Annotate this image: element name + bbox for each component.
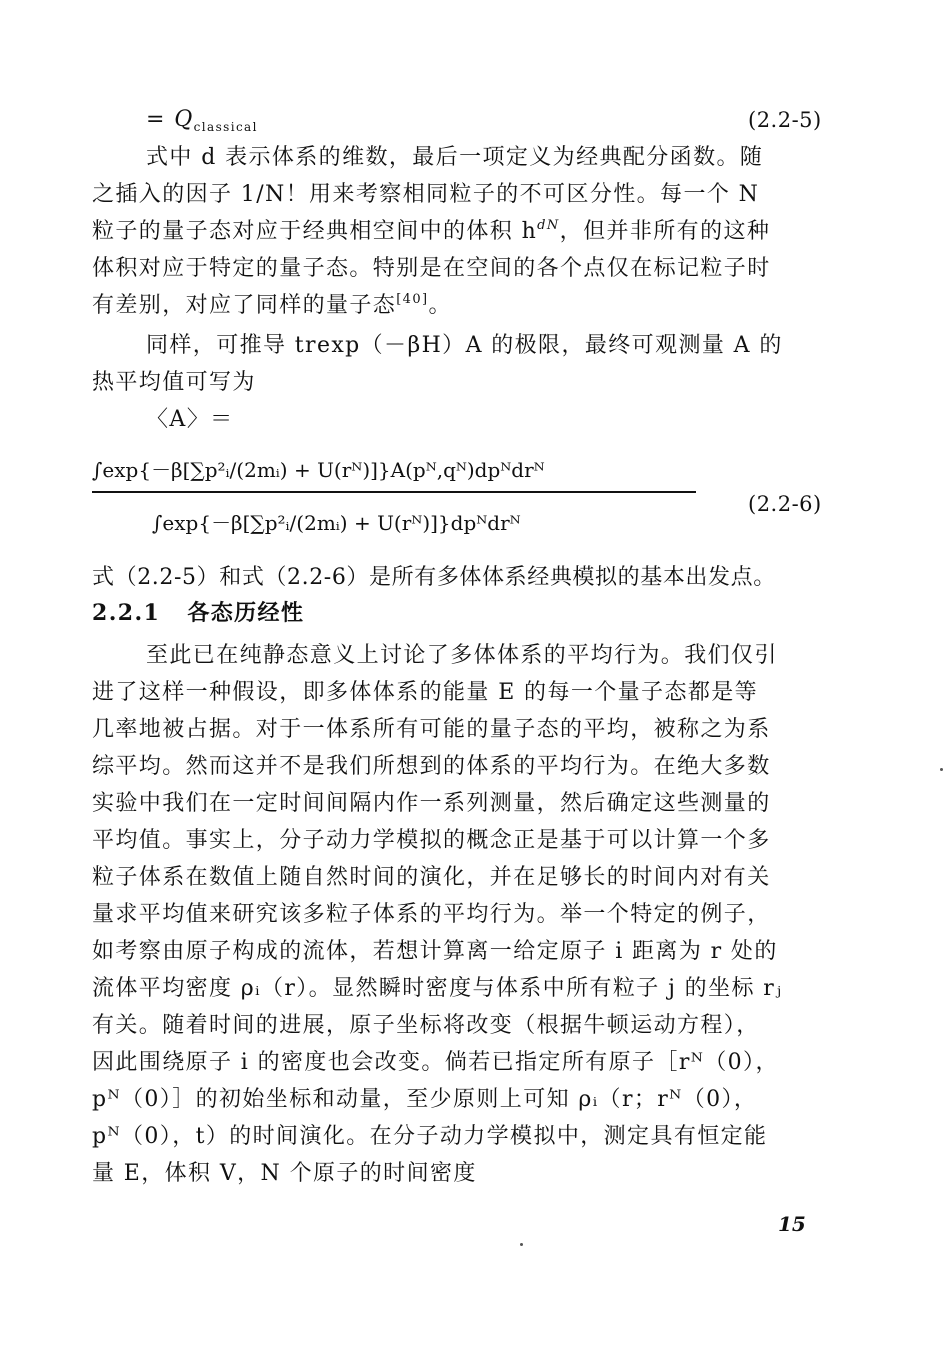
equation-2-2-5 <box>146 104 258 138</box>
paragraph-3-line-15: 量 E，体积 V，N 个原子的时间密度 <box>92 1161 477 1186</box>
page-number: 15 <box>778 1212 806 1236</box>
paragraph-3-line-8: 量求平均值来研究该多粒子体系的平均行为。举一个特定的例子， <box>92 902 771 927</box>
equation-note: 式（2.2-5）和式（2.2-6）是所有多体体系经典模拟的基本出发点。 <box>92 565 776 590</box>
paragraph-3-line-7: 粒子体系在数值上随自然时间的演化，并在足够长的时间内对有关 <box>92 865 771 890</box>
fraction-bar <box>92 491 696 493</box>
paragraph-3-line-4: 综平均。然而这并不是我们所想到的体系的平均行为。在绝大多数 <box>92 754 771 779</box>
paragraph-3-line-2: 进了这样一种假设，即多体体系的能量 E 的每一个量子态都是等 <box>92 680 759 705</box>
paragraph-3-line-13: pᴺ（0）］的初始坐标和动量，至少原则上可知 ρᵢ（r；rᴺ（0）， <box>92 1087 758 1112</box>
paragraph-3-line-11: 有关。随着时间的进展，原子坐标将改变（根据牛顿运动方程）， <box>92 1013 760 1038</box>
equation-2-2-6-numerator: ∫exp{－β[∑p²ᵢ/(2mᵢ) + U(rᴺ)]}A(pᴺ,qᴺ)dpᴺdrᴺ <box>92 458 545 482</box>
paragraph-1-line-4: 体积对应于特定的量子态。特别是在空间的各个点仅在标记粒子时 <box>92 256 771 281</box>
paragraph-1-line-3-tail: ，但并非所有的这种 <box>559 219 771 244</box>
paragraph-3-line-12: 因此围绕原子 i 的密度也会改变。倘若已指定所有原子［rᴺ（0）， <box>92 1050 779 1075</box>
superscript-dN: dN <box>537 218 560 233</box>
paragraph-3-line-10: 流体平均密度 ρᵢ（r）。显然瞬时密度与体系中所有粒子 j 的坐标 rⱼ <box>92 976 783 1001</box>
equation-subscript: classical <box>193 120 258 134</box>
equation-lhs: = Q <box>146 107 194 132</box>
scan-speck <box>940 768 943 771</box>
paragraph-1-line-5-text: 有差别，对应了同样的量子态 <box>92 293 397 318</box>
paragraph-1-end: 。 <box>428 293 452 318</box>
equation-2-2-6-denominator: ∫exp{－β[∑p²ᵢ/(2mᵢ) + U(rᴺ)]}dpᴺdrᴺ <box>152 511 521 535</box>
paragraph-1-line-2: 之插入的因子 1/N！用来考察相同粒子的不可区分性。每一个 N <box>92 182 760 207</box>
paragraph-1-line-5 <box>92 290 452 325</box>
equation-2-2-6-lhs: 〈A〉＝ <box>146 407 234 432</box>
citation-ref: [40] <box>396 292 429 307</box>
paragraph-3-line-5: 实验中我们在一定时间间隔内作一系列测量，然后确定这些测量的 <box>92 791 771 816</box>
paragraph-1-line-1: 式中 d 表示体系的维数，最后一项定义为经典配分函数。随 <box>146 145 764 170</box>
paragraph-2-line-1: 同样，可推导 trexp（－βH）A 的极限，最终可观测量 A 的 <box>146 333 783 358</box>
paragraph-3-line-6: 平均值。事实上，分子动力学模拟的概念正是基于可以计算一个多 <box>92 828 771 853</box>
paragraph-3-line-9: 如考察由原子构成的流体，若想计算离一给定原子 i 距离为 r 处的 <box>92 939 778 964</box>
paragraph-1-line-3 <box>92 216 770 251</box>
paragraph-3-line-3: 几率地被占据。对于一体系所有可能的量子态的平均，被称之为系 <box>92 717 771 742</box>
equation-number-2-2-6: (2.2-6) <box>748 492 822 516</box>
paragraph-1-line-3-text: 粒子的量子态对应于经典相空间中的体积 h <box>92 219 538 244</box>
section-number: 2.2.1 <box>92 600 161 626</box>
paragraph-3-line-14: pᴺ（0），t）的时间演化。在分子动力学模拟中，测定具有恒定能 <box>92 1124 768 1149</box>
paragraph-2-line-2: 热平均值可写为 <box>92 370 256 395</box>
paragraph-3-line-1: 至此已在纯静态意义上讨论了多体体系的平均行为。我们仅引 <box>146 643 778 668</box>
section-title: 各态历经性 <box>187 600 305 626</box>
equation-number-2-2-5: (2.2-5) <box>748 108 822 132</box>
scan-speck <box>520 1243 523 1246</box>
section-heading <box>92 597 304 629</box>
